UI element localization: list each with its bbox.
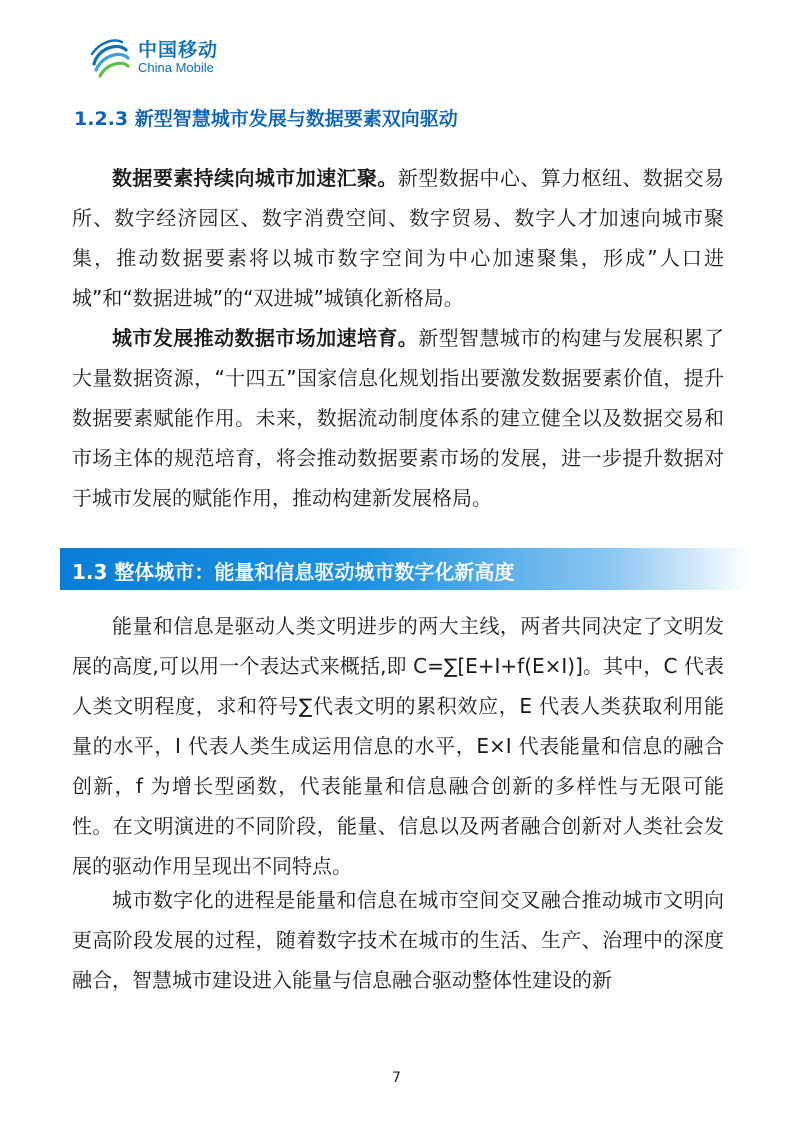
china-mobile-logo bbox=[88, 36, 218, 80]
paragraph-body: 新型智慧城市的构建与发展积累了大量数据资源，“十四五”国家信息化规划指出要激发数据要素价值，提升数据要素赋能作用。未来，数据流动制度体系的建立健全以及数据交易和市场主体的规范培育，将会推动数据要素市场的发展，进一步提升数据对于城市发展的赋能作用，推动构建新发展格局。 bbox=[72, 326, 725, 510]
section-1-3-heading: 1.3 整体城市：能量和信息驱动城市数字化新高度 bbox=[72, 560, 515, 584]
logo-chinese-name: 中国移动 bbox=[138, 39, 219, 62]
paragraph-lead: 城市发展推动数据市场加速培育。 bbox=[112, 326, 419, 350]
paragraph-energy-information: 能量和信息是驱动人类文明进步的两大主线，两者共同决定了文明发展的高度,可以用一个表达式来概括,即 C=∑[E+I+f(E×I)]。其中，C 代表人类文明程度，求和符号∑代表文明的累积效应，E 代表人类获取利用能量的水平，I 代表人类生成运用信息的水平，E×I 代表能量和信息的融合创新，f 为增长型函数，代表能量和信息融合创新的多样性与无限可能性。在文明演进的不同阶段，能量、信息以及两者融合创新对人类社会发展的驱动作用呈现出不同特点。 bbox=[72, 614, 724, 878]
section-1-2-3-heading: 1.2.3 新型智慧城市发展与数据要素双向驱动 bbox=[74, 108, 458, 130]
paragraph-body: 新型数据中心、算力枢纽、数据交易所、数字经济园区、数字消费空间、数字贸易、数字人才加速向城市聚集，推动数据要素将以城市数字空间为中心加速聚集，形成”人口进城”和“数据进城”的“双进城”城镇化新格局。 bbox=[72, 166, 725, 310]
logo-english-name: China Mobile bbox=[138, 60, 214, 76]
page-number: 7 bbox=[392, 1070, 401, 1086]
paragraph-city-digitalization: 城市数字化的进程是能量和信息在城市空间交叉融合推动城市文明向更高阶段发展的过程，随着数字技术在城市的生活、生产、治理中的深度融合，智慧城市建设进入能量与信息融合驱动整体性建设的新 bbox=[72, 888, 724, 992]
china-mobile-swirl-icon bbox=[88, 36, 132, 80]
paragraph-market-cultivation bbox=[72, 318, 724, 518]
section-1-3-heading-band bbox=[60, 548, 750, 590]
paragraph-data-aggregation bbox=[72, 158, 724, 318]
paragraph-lead: 数据要素持续向城市加速汇聚。 bbox=[112, 166, 398, 190]
